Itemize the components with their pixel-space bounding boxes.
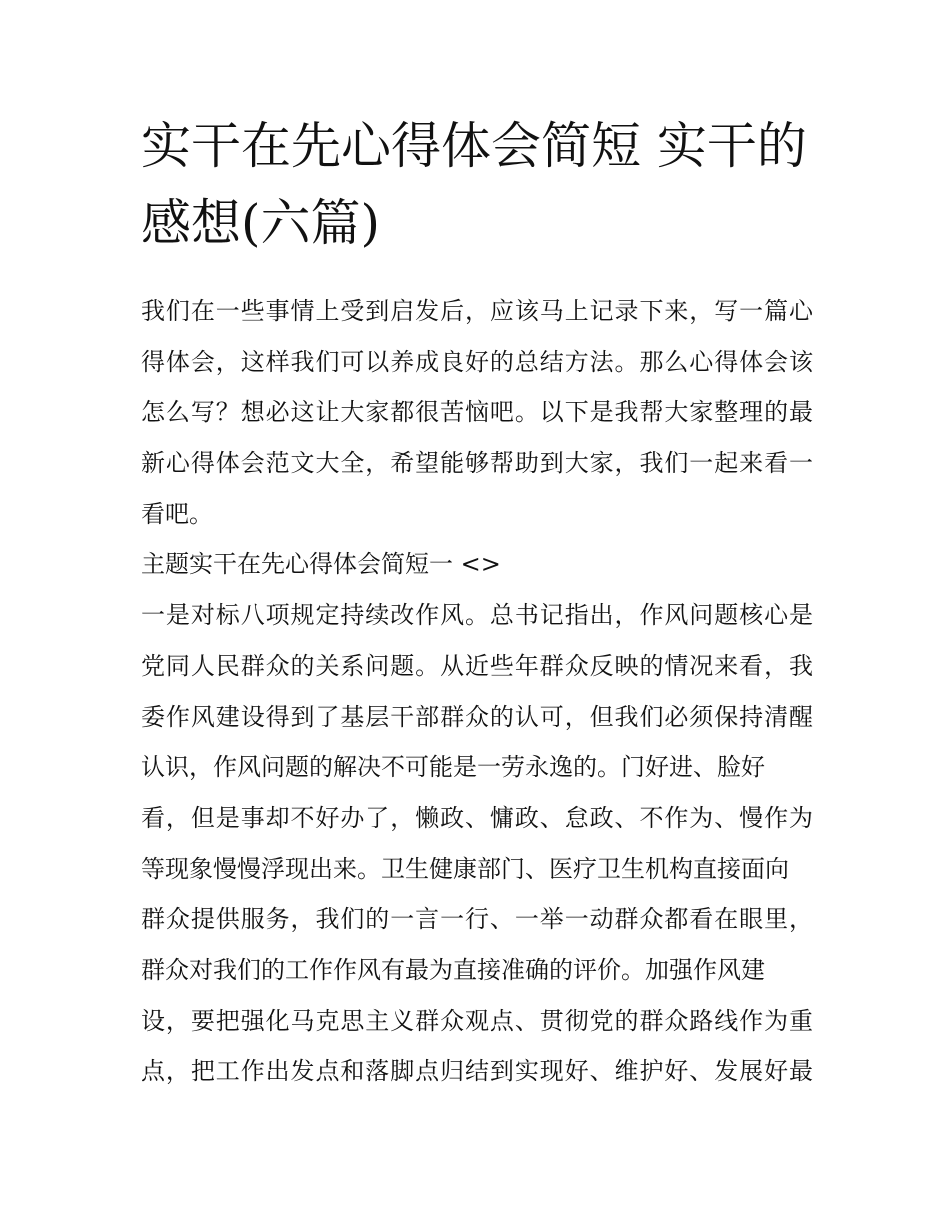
paragraph-line: 点，把工作出发点和落脚点归结到实现好、维护好、发展好最	[141, 1057, 813, 1086]
section-heading: 主题实干在先心得体会简短一 <>	[141, 550, 501, 579]
paragraph-line: 我们在一些事情上受到启发后，应该马上记录下来，写一篇心	[141, 297, 813, 325]
paragraph-line: 认识，作风问题的解决不可能是一劳永逸的。门好进、脸好	[141, 753, 765, 782]
paragraph-line: 一是对标八项规定持续改作风。总书记指出，作风问题核心是	[141, 601, 813, 630]
title-line: 感想(六篇)	[141, 194, 381, 252]
title-line: 实干在先心得体会简短 实干的	[141, 117, 807, 175]
paragraph-line: 新心得体会范文大全，希望能够帮助到大家，我们一起来看一	[141, 449, 813, 478]
paragraph-line: 看吧。	[141, 499, 213, 528]
document-content	[141, 108, 813, 1097]
paragraph-line: 看，但是事却不好办了，懒政、慵政、怠政、不作为、慢作为	[141, 803, 813, 832]
paragraph-line: 等现象慢慢浮现出来。卫生健康部门、医疗卫生机构直接面向	[141, 854, 789, 883]
paragraph-line: 党同人民群众的关系问题。从近些年群众反映的情况来看，我	[141, 651, 813, 680]
paragraph-line: 设，要把强化马克思主义群众观点、贯彻党的群众路线作为重	[141, 1006, 813, 1035]
paragraph-line: 得体会，这样我们可以养成良好的总结方法。那么心得体会该	[141, 347, 813, 376]
paragraph-line: 群众提供服务，我们的一言一行、一举一动群众都看在眼里，	[141, 905, 813, 934]
section-heading-block	[141, 539, 813, 590]
body-paragraph	[141, 590, 813, 1097]
intro-paragraph	[141, 286, 813, 539]
paragraph-line: 群众对我们的工作作风有最为直接准确的评价。加强作风建	[141, 955, 765, 984]
paragraph-line: 怎么写？想必这让大家都很苦恼吧。以下是我帮大家整理的最	[141, 398, 813, 427]
paragraph-line: 委作风建设得到了基层干部群众的认可，但我们必须保持清醒	[141, 702, 813, 731]
document-title	[141, 108, 813, 262]
